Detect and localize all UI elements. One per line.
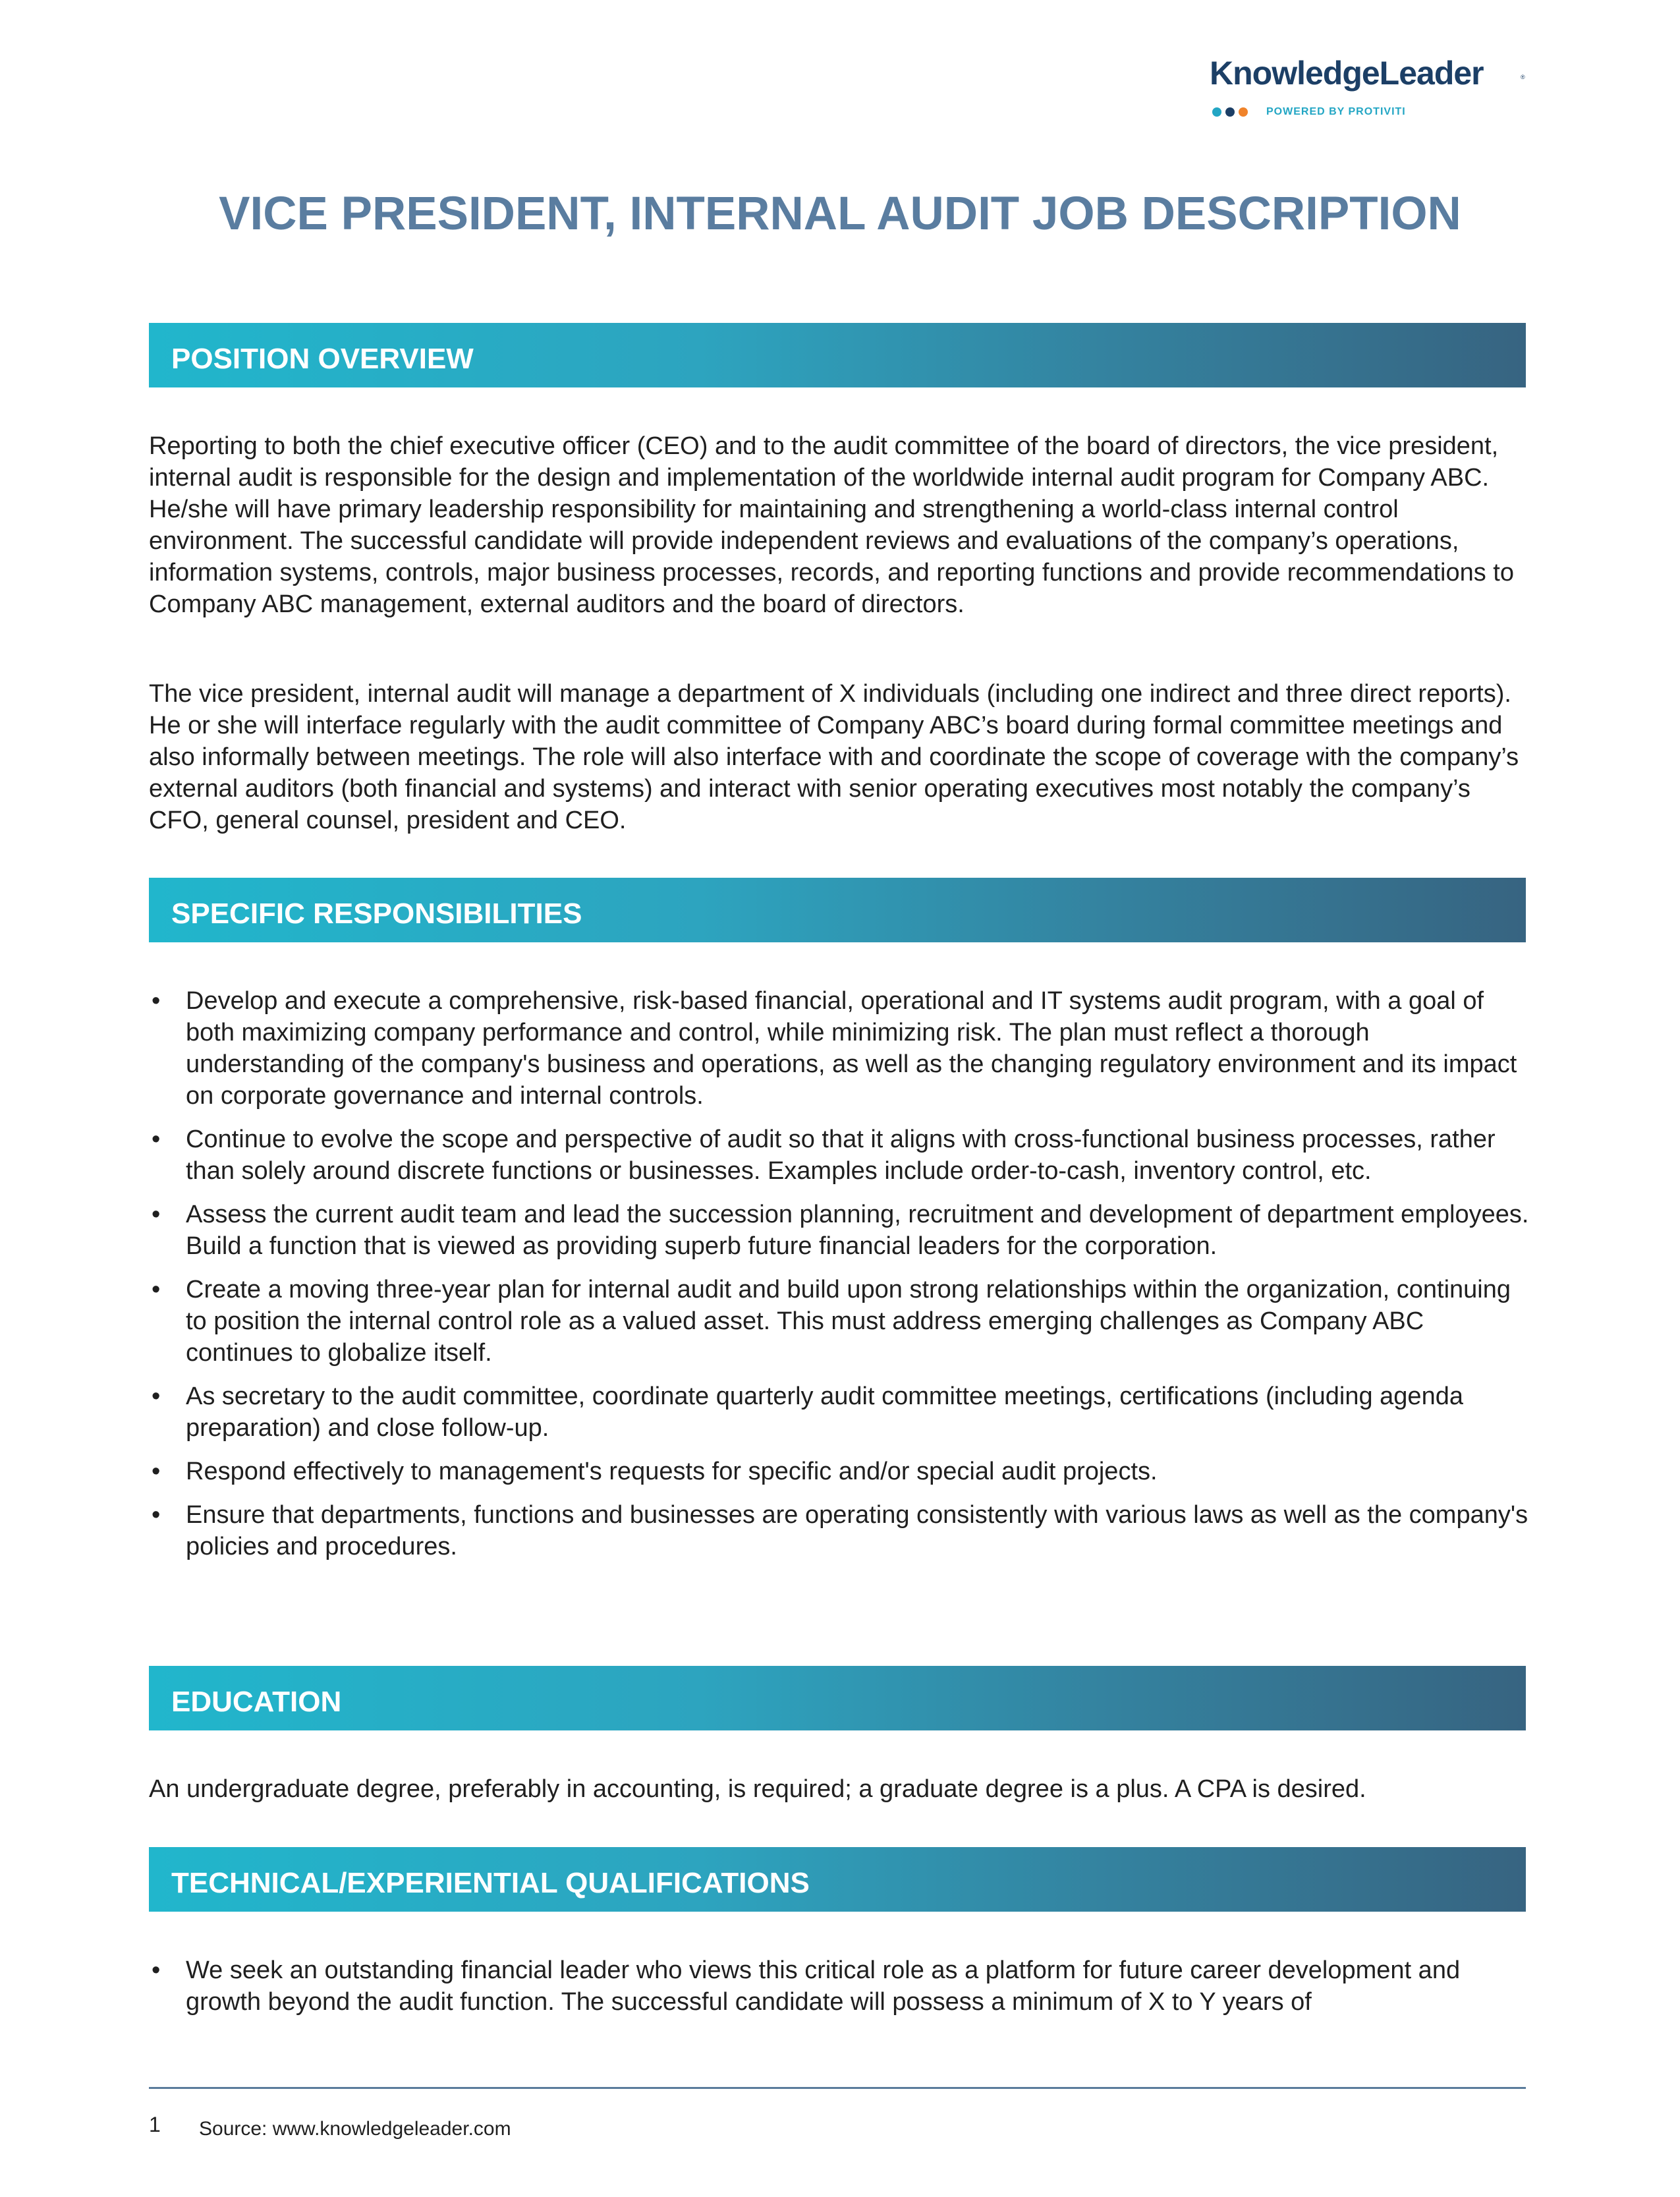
section-heading: TECHNICAL/EXPERIENTIAL QUALIFICATIONS — [171, 1867, 810, 1899]
list-item-text: Assess the current audit team and lead the succession planning, recruitment and development of department employees. Build a function that is viewed as providing superb future financial leaders for the corporation. — [186, 1201, 1529, 1260]
list-item — [149, 985, 1532, 1112]
footer-source[interactable]: Source: www.knowledgeleader.com — [199, 2118, 511, 2140]
list-item-text: Respond effectively to management's requests for specific and/or special audit projects. — [186, 1458, 1158, 1485]
section-header-position-overview — [149, 323, 1526, 387]
list-item — [149, 1456, 1532, 1487]
logo-tagline: POWERED BY PROTIVITI — [1266, 106, 1406, 117]
logo-dot-teal — [1212, 107, 1221, 117]
section-header-technical-qualifications — [149, 1847, 1526, 1912]
list-item — [149, 1954, 1532, 2018]
section-header-specific-responsibilities — [149, 878, 1526, 942]
section-heading: POSITION OVERVIEW — [171, 343, 474, 375]
bullet-icon: • — [152, 1383, 161, 1410]
qualifications-list — [149, 1954, 1532, 2030]
logo-dots-icon — [1212, 107, 1251, 117]
bullet-icon: • — [152, 1956, 161, 1984]
list-item-text: Ensure that departments, functions and businesses are operating consistently with various laws as well as the company's policies and procedures. — [186, 1501, 1528, 1560]
list-item — [149, 1124, 1532, 1187]
logo-dot-orange — [1239, 107, 1248, 117]
list-item-text: Develop and execute a comprehensive, risk-based financial, operational and IT systems audit program, with a goal of both maximizing company performance and control, while minimizing risk. The plan must reflect a thorough understanding of the company's business and operations, as well as the changing regulatory environment and its impact on corporate governance and internal controls. — [186, 987, 1517, 1110]
registered-mark: ® — [1521, 74, 1525, 80]
bullet-icon: • — [152, 1458, 161, 1485]
list-item — [149, 1199, 1532, 1262]
section-heading: EDUCATION — [171, 1686, 342, 1718]
list-item-text: Continue to evolve the scope and perspective of audit so that it aligns with cross-functional business processes, rather than solely around discrete functions or businesses. Examples include order-to-cash, inventory control, etc. — [186, 1126, 1496, 1185]
overview-paragraph-1: Reporting to both the chief executive officer (CEO) and to the audit committee of the board of directors, the vice president, internal audit is responsible for the design and implementation of the worldwide internal audit program for Company ABC. He/she will have primary leadership responsibility for maintaining and strengthening a world-class internal control environment. The successful candidate will provide independent reviews and evaluations of the company’s operations, information systems, controls, major business processes, records, and reporting functions and provide recommendations to Company ABC management, external auditors and the board of directors. — [149, 432, 1514, 618]
education-paragraph: An undergraduate degree, preferably in accounting, is required; a graduate degree is a plus. A CPA is desired. — [149, 1775, 1366, 1803]
page-number: 1 — [149, 2113, 161, 2136]
list-item — [149, 1499, 1532, 1562]
bullet-icon: • — [152, 1126, 161, 1153]
list-item-text: We seek an outstanding financial leader who views this critical role as a platform for future career development and growth beyond the audit function. The successful candidate will possess a minimum of X to Y years of — [186, 1956, 1461, 2016]
list-item-text: Create a moving three-year plan for internal audit and build upon strong relationships within the organization, continuing to position the internal control role as a valued asset. This must address emerging challenges as Company ABC continues to globalize itself. — [186, 1276, 1511, 1367]
document-title: VICE PRESIDENT, INTERNAL AUDIT JOB DESCRIPTION — [219, 188, 1461, 240]
bullet-icon: • — [152, 1501, 161, 1529]
bullet-icon: • — [152, 1276, 161, 1303]
knowledgeleader-logo[interactable] — [1210, 54, 1526, 127]
section-header-education — [149, 1666, 1526, 1730]
footer-divider — [149, 2087, 1526, 2089]
list-item-text: As secretary to the audit committee, coordinate quarterly audit committee meetings, certifications (including agenda preparation) and close follow-up. — [186, 1383, 1463, 1442]
logo-wordmark: KnowledgeLeader — [1210, 55, 1484, 92]
bullet-icon: • — [152, 987, 161, 1015]
list-item — [149, 1274, 1532, 1369]
section-heading: SPECIFIC RESPONSIBILITIES — [171, 898, 582, 930]
list-item — [149, 1381, 1532, 1444]
logo-dot-navy — [1225, 107, 1235, 117]
overview-paragraph-2: The vice president, internal audit will manage a department of X individuals (including one indirect and three direct reports). He or she will interface regularly with the audit committee of Company ABC’s board during formal committee meetings and also informally between meetings. The role will also interface with and coordinate the scope of coverage with the company’s external auditors (both financial and systems) and interact with senior operating executives most notably the company’s CFO, general counsel, president and CEO. — [149, 680, 1519, 834]
bullet-icon: • — [152, 1201, 161, 1228]
responsibilities-list — [149, 985, 1532, 1574]
